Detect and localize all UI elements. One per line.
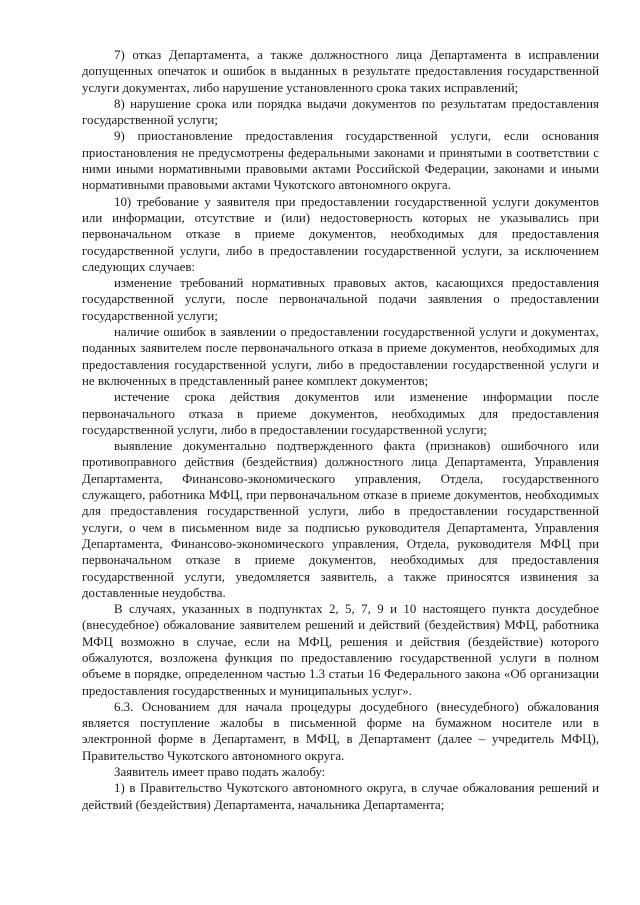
paragraph-exception-2: наличие ошибок в заявлении о предоставлении государственной услуги и документах, поданных заявителем после первоначального отказа в приеме документов, необходимых для предоставления государственной услуги, либо в предоставлении государственной услуги и не включенных в представленный ранее комплект документов; <box>82 325 599 388</box>
paragraph-6-3: 6.3. Основанием для начала процедуры досудебного (внесудебного) обжалования является поступление жалобы в письменной форме на бумажном носителе или в электронной форме в Департамент, в МФЦ, в Департамент (далее – учредитель МФЦ), Правительство Чукотского автономного округа. <box>82 699 599 763</box>
paragraph-mfc-cases: В случаях, указанных в подпунктах 2, 5, 7, 9 и 10 настоящего пункта досудебное (внесудебное) обжалование заявителем решений и действий (бездействия) МФЦ, работника МФЦ возможно в случае, если на МФЦ, решения и действия (бездействие) которого обжалуются, возложена функция по предоставлению государственной услуги в полном объеме в порядке, определенном частью 1.3 статьи 16 Федерального закона «Об организации предоставления государственных и муниципальных услуг». <box>82 602 599 698</box>
paragraph-exception-1: изменение требований нормативных правовых актов, касающихся предоставления государственной услуги, после первоначальной подачи заявления о предоставлении государственной услуги; <box>82 276 599 323</box>
paragraph-item-8: 8) нарушение срока или порядка выдачи документов по результатам предоставления государственной услуги; <box>82 96 599 128</box>
paragraph-item-9: 9) приостановление предоставления государственной услуги, если основания приостановления не предусмотрены федеральными законами и принятыми в соответствии с ними иными нормативными правовыми актами Российской Федерации, законами и иными нормативными правовыми актами Чукотского автономного округа. <box>82 129 599 193</box>
paragraph-item-7: 7) отказ Департамента, а также должностного лица Департамента в исправлении допущенных опечаток и ошибок в выданных в результате предоставления государственной услуги документах, либо нарушение установленного срока таких исправлений; <box>82 48 599 95</box>
paragraph-item-10: 10) требование у заявителя при предоставлении государственной услуги документов или информации, отсутствие и (или) недостоверность которых не указывались при первоначальном отказе в приеме документов, необходимых для предоставления государственной услуги, либо в предоставлении государственной услуги, за исключением следующих случаев: <box>82 194 599 274</box>
paragraph-complaint-1: 1) в Правительство Чукотского автономного округа, в случае обжалования решений и действий (бездействия) Департамента, начальника Департамента; <box>82 781 599 812</box>
paragraph-right-to-complain: Заявитель имеет право подать жалобу: <box>114 765 326 780</box>
document-page <box>82 47 599 813</box>
paragraph-exception-4: выявление документально подтвержденного факта (признаков) ошибочного или противоправного действия (бездействия) должностного лица Департамента, Управления Департамента, Финансово-экономического управления, Отдела, государственного служащего, работника МФЦ, при первоначальном отказе в приеме документов, необходимых для предоставления государственной услуги, либо в предоставлении государственной услуги, о чем в письменном виде за подписью руководителя Департамента, Управления Департамента, Финансово-экономического управления, Отдела, руководителя МФЦ при первоначальном отказе в приеме документов, необходимых для предоставления государственной услуги, уведомляется заявитель, а также приносятся извинения за доставленные неудобства. <box>82 439 599 600</box>
paragraph-exception-3: истечение срока действия документов или изменение информации после первоначального отказа в приеме документов, необходимых для предоставления государственной услуги, либо в предоставлении государственной услуги; <box>82 390 599 437</box>
